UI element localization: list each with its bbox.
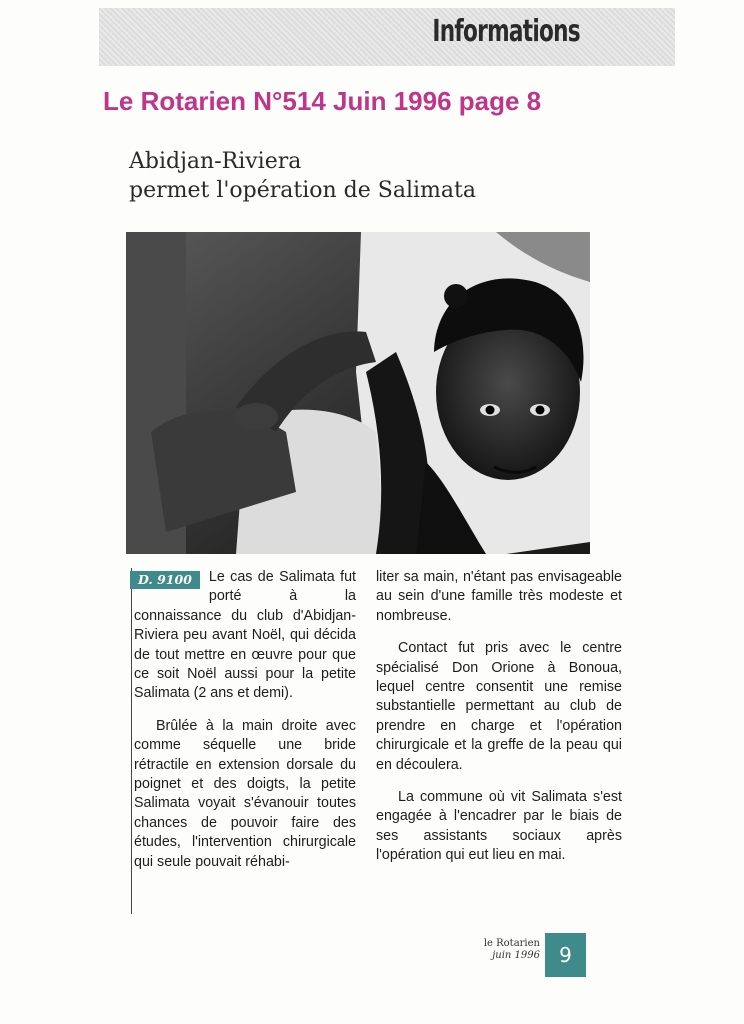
left-paragraph-2: Brûlée à la main droite avec comme séquelle une bride rétractile en extension dorsale du poignet et des doigts, la petite Salimata voyait s'évanouir toutes chances de pouvoir faire des études, l'intervention chirurgicale qui seule pouvait réhabi-	[134, 717, 356, 870]
page-number: 9	[545, 933, 586, 977]
right-paragraph-1: liter sa main, n'étant pas envisageable au sein d'une famille très modeste et nombreuse.	[376, 569, 622, 624]
section-label: Informations	[432, 14, 580, 49]
article-photo	[126, 232, 590, 554]
footer-issue: juin 1996	[492, 950, 540, 961]
right-paragraph-3: La commune où vit Salimata s'est engagée à l'encadrer par le biais de ses assistants sociaux après l'opération qui eut lieu en mai.	[376, 789, 622, 864]
header-band	[99, 8, 675, 66]
article-column-right	[376, 568, 622, 879]
district-tag: D. 9100	[130, 571, 200, 589]
footer-magazine: le Rotarien	[483, 938, 540, 949]
footer-credit	[472, 938, 540, 962]
article-column-left	[131, 568, 356, 914]
right-paragraph-2: Contact fut pris avec le centre spécialisé Don Orione à Bonoua, lequel centre consentit une remise substantielle permettant au club de prendre en charge et l'opération chirurgicale et la greffe de la peau qui en découlera.	[376, 640, 622, 773]
article-title	[129, 147, 476, 205]
source-reference: Le Rotarien N°514 Juin 1996 page 8	[103, 86, 542, 116]
article-title-line-2: permet l'opération de Salimata	[129, 178, 476, 203]
article-title-line-1: Abidjan-Riviera	[129, 149, 302, 174]
left-paragraph-1: Le cas de Salimata fut porté à la connaissance du club d'Abidjan-Riviera peu avant Noël, qui décida de tout mettre en œuvre pour que ce soit Noël aussi pour la petite Salimata (2 ans et demi).	[134, 569, 356, 702]
